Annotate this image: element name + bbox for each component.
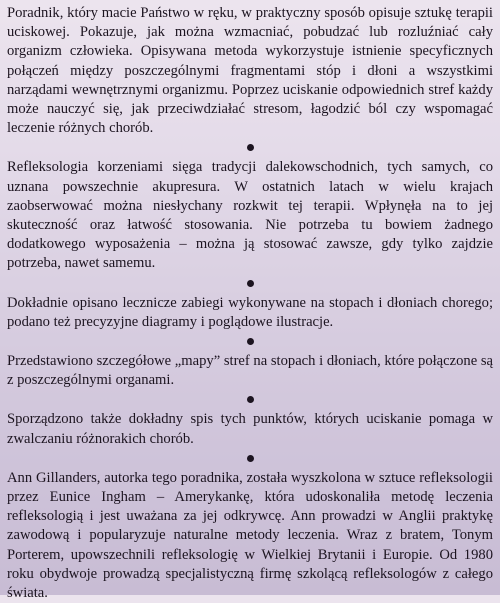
points-paragraph: Sporządzono także dokładny spis tych punktów, których uciskanie pomaga w zwalczaniu różnorakich chorób. (7, 411, 493, 447)
history-paragraph: Refleksologia korzeniami sięga tradycji dalekowschodnich, tych samych, co uznana powszechnie akupresura. W ostatnich latach w wielu krajach zaobserwować można niesłychany rozkwit tej terapii. Wpłynęła na to jej skuteczność oraz łatwość stosowania. Nie potrzeba tu bowiem żadnego dodatkowego wyposażenia – można ją stosować zawsze, gdy tylko zajdzie potrzeba, nawet samemu. (7, 159, 493, 272)
bullet-separator (7, 454, 493, 465)
bullet-separator (7, 395, 493, 406)
treatments-paragraph: Dokładnie opisano lecznicze zabiegi wykonywane na stopach i dłoniach chorego; podano też precyzyjne diagramy i poglądowe ilustracje. (7, 294, 493, 330)
maps-paragraph: Przedstawiono szczegółowe „mapy” stref na stopach i dłoniach, które połączone są z poszczególnymi organami. (7, 353, 493, 389)
author-paragraph: Ann Gillanders, autorka tego poradnika, została wyszkolona w sztuce refleksologii przez Eunice Ingham – Amerykankę, która udoskonaliła metodę leczenia refleksologią i jest uważana za jej odkrywcę. Ann prowadzi w Anglii praktykę zawodową i popularyzuje naturalne metody leczenia. Wraz z bratem, Tonym Porterem, upowszechnili refleksologię w Wielkiej Brytanii i Europie. Od 1980 roku obydwoje prowadzą specjalistyczną firmę szkolącą refleksologów z całego świata. (7, 469, 493, 602)
bullet-separator (7, 143, 493, 154)
bullet-separator (7, 337, 493, 348)
bullet-separator (7, 279, 493, 290)
intro-paragraph: Poradnik, który macie Państwo w ręku, w praktyczny sposób opisuje sztukę terapii uciskowej. Pokazuje, jak można wzmacniać, pobudzać lub rozluźniać cały organizm człowieka. Opisywana metoda wykorzystuje istnienie specyficznych połączeń między poszczególnymi fragmentami stóp i dłoni a wszystkimi narządami wewnętrznymi organizmu. Poprzez uciskanie odpowiednich stref każdy może nauczyć się, jak przeciwdziałać stresom, łagodzić ból czy wspomagać leczenie różnych chorób. (7, 5, 493, 137)
